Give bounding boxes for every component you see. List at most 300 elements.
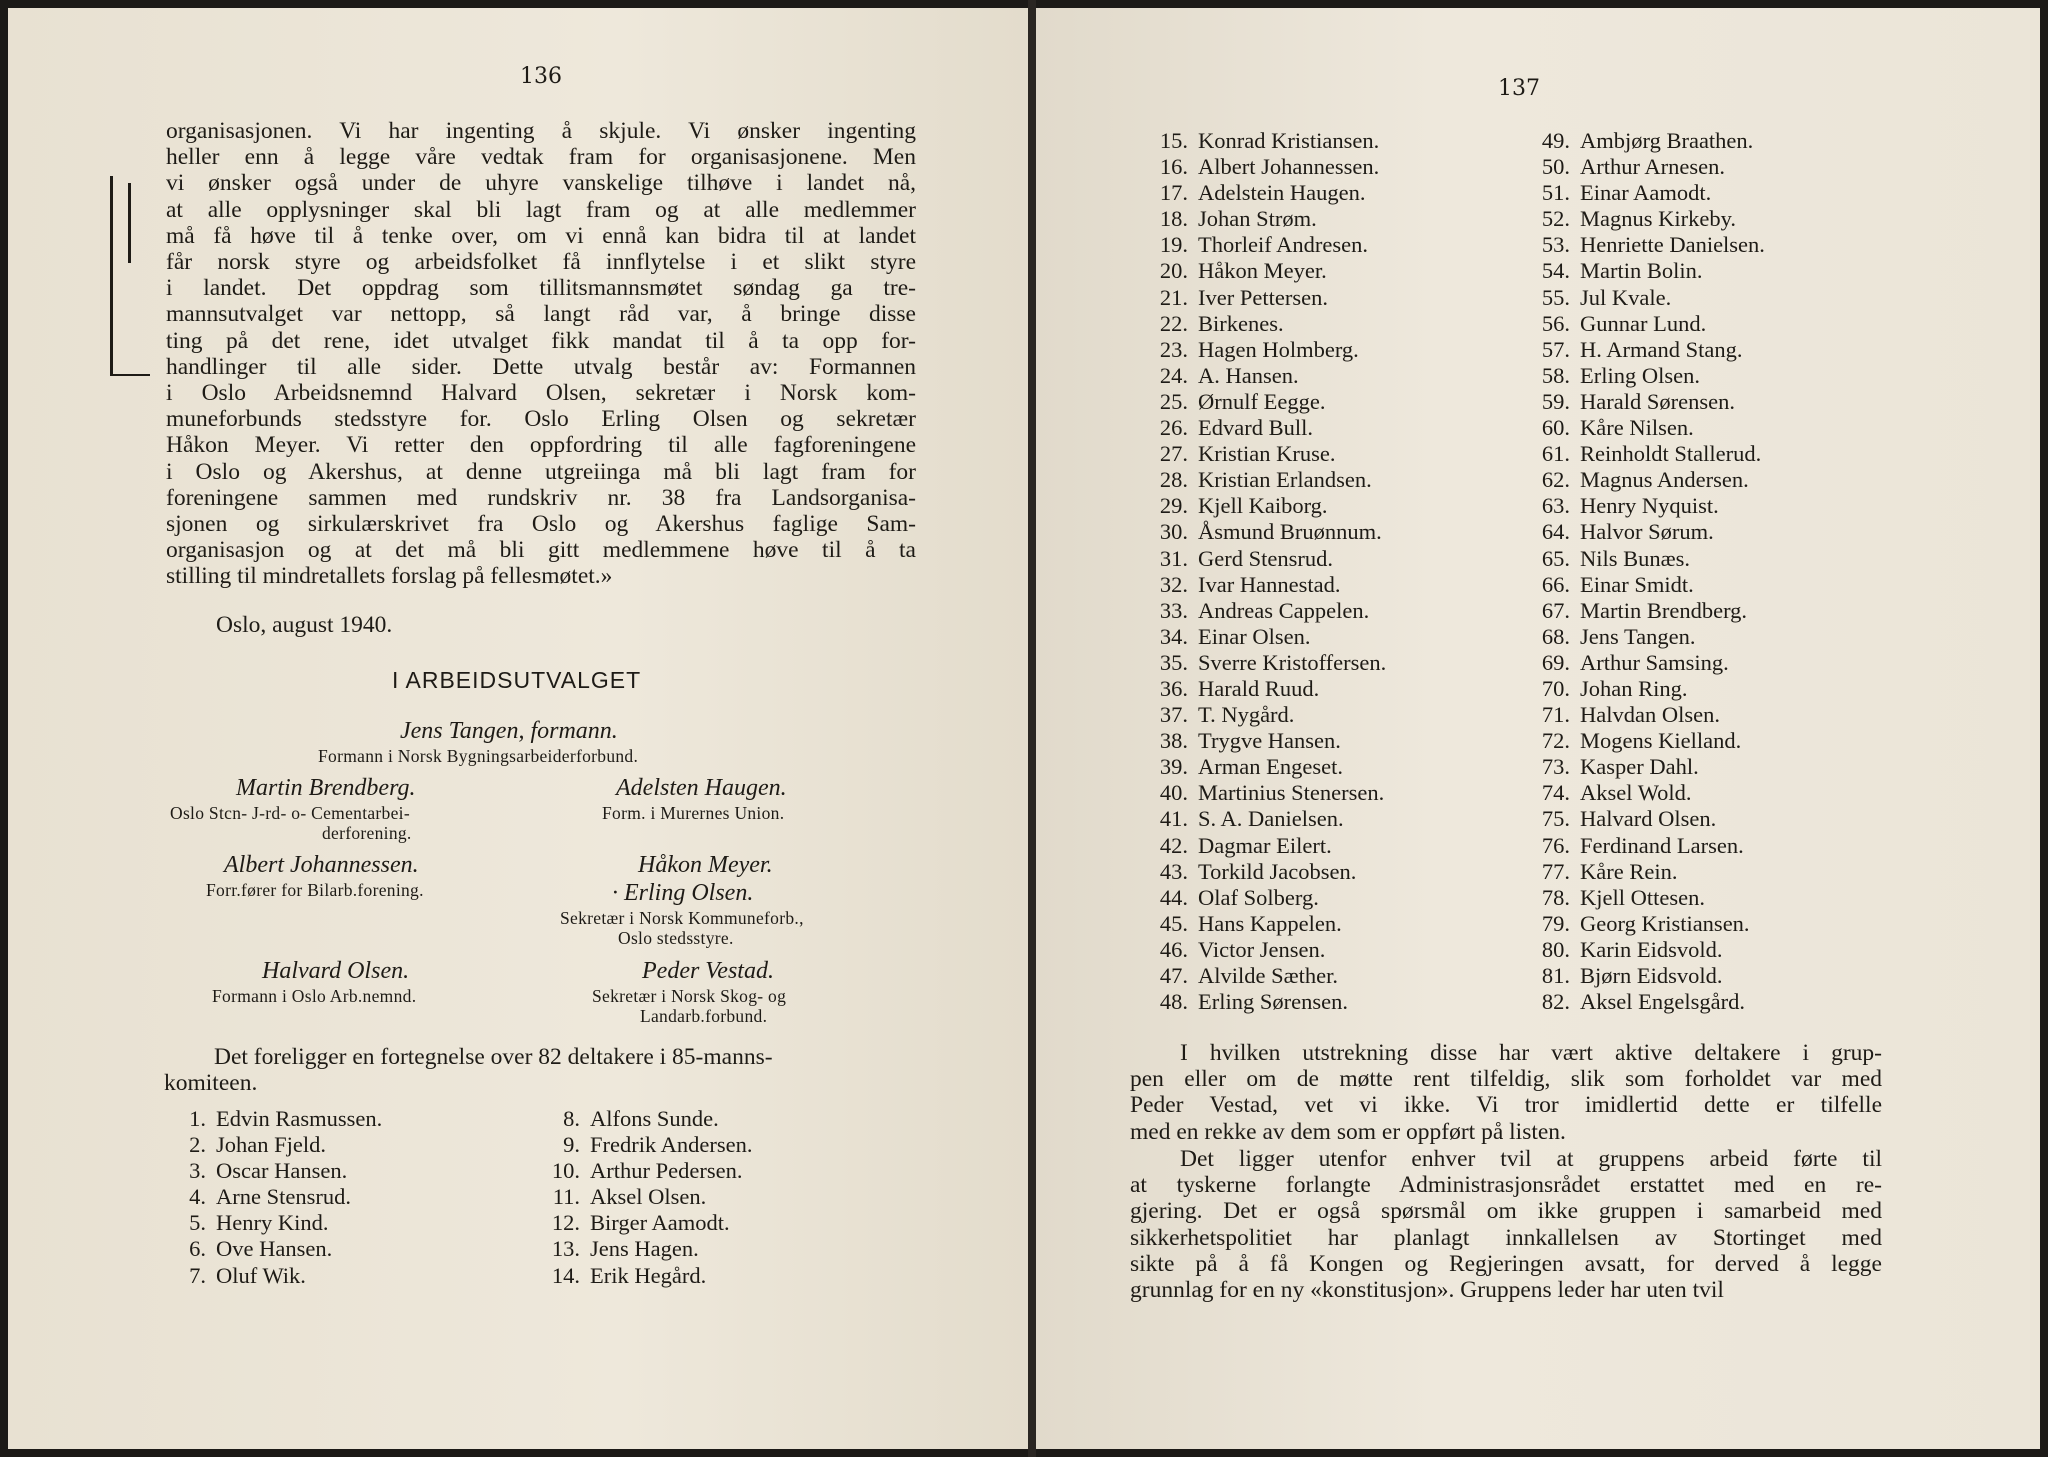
member-name: Birger Aamodt. bbox=[590, 1210, 730, 1236]
member-name: Kjell Kaiborg. bbox=[1198, 493, 1328, 519]
member-name: Martin Brendberg. bbox=[1580, 597, 1748, 623]
signatory-role: Oslo stedsstyre. bbox=[618, 928, 734, 948]
list-item bbox=[1520, 389, 1765, 415]
member-number: 20. bbox=[1159, 258, 1188, 284]
list-item bbox=[162, 1236, 382, 1262]
list-item bbox=[1138, 989, 1386, 1015]
text-line: gjering. Det er også spørsmål om ikke gruppen i samarbeid med bbox=[1130, 1198, 1882, 1225]
member-number: 69. bbox=[1541, 649, 1570, 675]
member-number: 24. bbox=[1159, 362, 1188, 388]
member-name: Hans Kappelen. bbox=[1198, 910, 1342, 936]
member-number: 25. bbox=[1159, 388, 1188, 414]
member-number: 28. bbox=[1159, 467, 1188, 493]
list-item bbox=[1520, 754, 1765, 780]
list-item bbox=[1138, 415, 1386, 441]
member-name: Alfons Sunde. bbox=[590, 1106, 719, 1131]
list-item bbox=[1138, 598, 1386, 624]
member-name: Kristian Erlandsen. bbox=[1198, 467, 1372, 493]
list-item bbox=[1520, 128, 1765, 154]
member-name: Kåre Nilsen. bbox=[1580, 415, 1694, 441]
member-name: Reinholdt Stallerud. bbox=[1580, 441, 1762, 467]
list-item bbox=[1138, 441, 1386, 467]
member-name: Erik Hegård. bbox=[590, 1262, 707, 1288]
list-item bbox=[536, 1184, 752, 1210]
member-name: Kristian Kruse. bbox=[1198, 441, 1336, 467]
text-line: i Oslo og Akershus, at denne utgreiinga må bli lagt fram for bbox=[166, 458, 916, 485]
member-name: Harald Ruud. bbox=[1198, 675, 1320, 701]
list-item bbox=[162, 1210, 382, 1236]
member-list-column bbox=[1520, 128, 1765, 1015]
member-number: 51. bbox=[1541, 180, 1570, 206]
text-line: handlinger til alle sider. Dette utvalg består av: Formannen bbox=[166, 353, 916, 380]
member-name: Jul Kvale. bbox=[1580, 284, 1672, 310]
list-item bbox=[536, 1236, 752, 1262]
member-name: Aksel Olsen. bbox=[590, 1184, 707, 1210]
member-number: 76. bbox=[1541, 832, 1570, 858]
member-name: Arthur Samsing. bbox=[1580, 649, 1729, 675]
member-name: Einar Aamodt. bbox=[1580, 180, 1712, 206]
member-name: Ove Hansen. bbox=[216, 1236, 333, 1262]
list-item bbox=[1138, 546, 1386, 572]
member-number: 2. bbox=[189, 1132, 206, 1158]
text-line: at alle opplysninger skal bli lagt fram og at alle medlemmer bbox=[166, 196, 916, 223]
list-item bbox=[1138, 963, 1386, 989]
member-number: 81. bbox=[1541, 963, 1570, 988]
member-number: 75. bbox=[1541, 806, 1570, 832]
list-item bbox=[1520, 363, 1765, 389]
member-name: Arman Engeset. bbox=[1198, 754, 1343, 780]
signatory-name: Jens Tangen, formann. bbox=[400, 718, 618, 744]
list-item bbox=[1520, 859, 1765, 885]
member-number: 23. bbox=[1159, 336, 1188, 362]
text-line: får norsk styre og arbeidsfolket få innflytelse i et slikt styre bbox=[166, 249, 916, 276]
member-number: 82. bbox=[1541, 989, 1570, 1015]
list-item bbox=[1520, 258, 1765, 284]
list-item bbox=[1138, 780, 1386, 806]
member-number: 59. bbox=[1541, 388, 1570, 414]
list-item bbox=[162, 1106, 382, 1132]
member-number: 13. bbox=[551, 1236, 580, 1262]
member-number: 63. bbox=[1541, 493, 1570, 519]
member-number: 21. bbox=[1159, 284, 1188, 310]
right-paragraph-1 bbox=[1130, 1040, 1882, 1145]
page-number-left: 136 bbox=[520, 64, 562, 89]
member-number: 50. bbox=[1541, 154, 1570, 180]
member-number: 41. bbox=[1159, 806, 1188, 832]
list-item bbox=[1138, 624, 1386, 650]
book-gutter bbox=[1028, 0, 1036, 1457]
text-line: ting på det rene, idet utvalget fikk mandat til å ta opp for- bbox=[166, 327, 916, 354]
list-item bbox=[162, 1132, 382, 1158]
member-number: 60. bbox=[1541, 415, 1570, 441]
member-name: Erling Sørensen. bbox=[1198, 989, 1348, 1015]
list-item bbox=[1520, 911, 1765, 937]
text-line: sikkerhetspolitiet har planlagt innkallelsen av Stortinget med bbox=[1130, 1224, 1882, 1251]
member-number: 73. bbox=[1541, 754, 1570, 780]
member-name: Kasper Dahl. bbox=[1580, 754, 1699, 780]
place-date: Oslo, august 1940. bbox=[216, 612, 393, 638]
member-number: 30. bbox=[1159, 519, 1188, 545]
list-item bbox=[536, 1106, 752, 1132]
list-item bbox=[1138, 154, 1386, 180]
member-name: H. Armand Stang. bbox=[1580, 336, 1743, 362]
list-item bbox=[1138, 285, 1386, 311]
member-name: Konrad Kristiansen. bbox=[1198, 128, 1380, 153]
member-name: Thorleif Andresen. bbox=[1198, 232, 1368, 258]
member-number: 15. bbox=[1159, 128, 1188, 153]
member-name: Magnus Andersen. bbox=[1580, 467, 1749, 493]
member-number: 40. bbox=[1159, 780, 1188, 806]
member-number: 67. bbox=[1541, 597, 1570, 623]
list-item bbox=[1138, 519, 1386, 545]
member-name: Halvor Sørum. bbox=[1580, 519, 1714, 545]
member-number: 65. bbox=[1541, 545, 1570, 571]
signatory-name: Albert Johannessen. bbox=[224, 852, 419, 878]
member-number: 72. bbox=[1541, 728, 1570, 754]
member-name: Magnus Kirkeby. bbox=[1580, 206, 1737, 232]
member-number: 22. bbox=[1159, 310, 1188, 336]
member-name: Albert Johannessen. bbox=[1198, 154, 1380, 180]
list-item bbox=[536, 1263, 752, 1289]
list-item bbox=[1520, 519, 1765, 545]
member-number: 45. bbox=[1159, 910, 1188, 936]
list-item bbox=[1138, 806, 1386, 832]
list-item bbox=[1520, 285, 1765, 311]
member-number: 42. bbox=[1159, 832, 1188, 858]
right-paragraph-2 bbox=[1130, 1146, 1882, 1303]
list-item bbox=[1138, 676, 1386, 702]
member-number: 36. bbox=[1159, 675, 1188, 701]
member-name: Åsmund Bruønnum. bbox=[1198, 519, 1382, 545]
text-line: muneforbunds stedsstyre for. Oslo Erling Olsen og sekretær bbox=[166, 406, 916, 433]
list-item bbox=[1138, 467, 1386, 493]
member-name: Ørnulf Eegge. bbox=[1198, 388, 1326, 414]
text-line: Håkon Meyer. Vi retter den oppfordring til alle fagforeningene bbox=[166, 432, 916, 459]
list-item bbox=[1520, 989, 1765, 1015]
member-name: Trygve Hansen. bbox=[1198, 728, 1341, 754]
member-name: Johan Fjeld. bbox=[216, 1132, 326, 1158]
list-item bbox=[1138, 389, 1386, 415]
member-name: Iver Pettersen. bbox=[1198, 284, 1328, 310]
text-line: grunnlag for en ny «konstitusjon». Gruppens leder har uten tvil bbox=[1130, 1277, 1724, 1304]
list-item bbox=[1520, 885, 1765, 911]
list-item bbox=[536, 1132, 752, 1158]
committee-heading: I ARBEIDSUTVALGET bbox=[392, 667, 642, 693]
member-number: 52. bbox=[1541, 206, 1570, 232]
list-item bbox=[1138, 702, 1386, 728]
member-name: Mogens Kielland. bbox=[1580, 728, 1742, 754]
list-item bbox=[1520, 467, 1765, 493]
signatory-role: Sekretær i Norsk Kommuneforb., bbox=[560, 908, 804, 928]
signatory-role: derforening. bbox=[322, 823, 412, 843]
signatory-role: Sekretær i Norsk Skog- og bbox=[592, 986, 787, 1006]
text-line: i landet. Det oppdrag som tillitsmannsmøtet søndag ga tre- bbox=[166, 275, 916, 302]
signatory-role: Landarb.forbund. bbox=[640, 1006, 768, 1026]
member-number: 29. bbox=[1159, 493, 1188, 519]
list-item bbox=[1520, 702, 1765, 728]
member-name: Oluf Wik. bbox=[216, 1262, 306, 1288]
member-number: 27. bbox=[1159, 441, 1188, 467]
member-name: Ambjørg Braathen. bbox=[1580, 128, 1754, 153]
member-name: Håkon Meyer. bbox=[1198, 258, 1327, 284]
member-name: Alvilde Sæther. bbox=[1198, 963, 1338, 988]
member-name: Aksel Engelsgård. bbox=[1580, 989, 1745, 1015]
list-item bbox=[536, 1158, 752, 1184]
list-item bbox=[1520, 441, 1765, 467]
member-number: 35. bbox=[1159, 649, 1188, 675]
member-name: Henriette Danielsen. bbox=[1580, 232, 1765, 258]
member-name: Georg Kristiansen. bbox=[1580, 910, 1750, 936]
member-name: Henry Kind. bbox=[216, 1210, 329, 1236]
list-item bbox=[1520, 415, 1765, 441]
member-name: Kåre Rein. bbox=[1580, 858, 1678, 884]
signatory-name: Adelsten Haugen. bbox=[616, 775, 787, 801]
text-line: sikte på å få Kongen og Regjeringen avsatt, for derved å legge bbox=[1130, 1250, 1882, 1277]
text-line: at tyskerne forlangte Administrasjonsrådet erstattet med en re- bbox=[1130, 1172, 1882, 1199]
list-item bbox=[536, 1210, 752, 1236]
member-name: Jens Hagen. bbox=[590, 1236, 699, 1262]
list-item bbox=[1520, 937, 1765, 963]
member-number: 4. bbox=[189, 1184, 206, 1210]
member-number: 37. bbox=[1159, 702, 1188, 728]
member-number: 61. bbox=[1541, 441, 1570, 467]
member-list-column bbox=[1138, 128, 1386, 1015]
member-name: Henry Nyquist. bbox=[1580, 493, 1719, 519]
member-number: 18. bbox=[1159, 206, 1188, 232]
member-name: Edvard Bull. bbox=[1198, 415, 1313, 441]
member-number: 3. bbox=[189, 1158, 206, 1184]
member-name: Edvin Rasmussen. bbox=[216, 1106, 383, 1131]
member-name: Gunnar Lund. bbox=[1580, 310, 1707, 336]
list-item bbox=[1138, 363, 1386, 389]
member-number: 6. bbox=[189, 1236, 206, 1262]
signatory-role: Formann i Oslo Arb.nemnd. bbox=[212, 986, 417, 1006]
member-name: Halvard Olsen. bbox=[1580, 806, 1717, 832]
member-number: 55. bbox=[1541, 284, 1570, 310]
member-name: Martin Bolin. bbox=[1580, 258, 1703, 284]
margin-tick-mark bbox=[128, 183, 131, 263]
member-name: Sverre Kristoffersen. bbox=[1198, 649, 1387, 675]
member-name: Arthur Arnesen. bbox=[1580, 154, 1725, 180]
member-name: Arthur Pedersen. bbox=[590, 1158, 743, 1184]
member-number: 43. bbox=[1159, 858, 1188, 884]
member-name: Jens Tangen. bbox=[1580, 623, 1696, 649]
list-item bbox=[1520, 493, 1765, 519]
list-item bbox=[1520, 572, 1765, 598]
list-item bbox=[1520, 650, 1765, 676]
list-item bbox=[1520, 833, 1765, 859]
list-item bbox=[1138, 650, 1386, 676]
member-name: Dagmar Eilert. bbox=[1198, 832, 1332, 858]
member-number: 79. bbox=[1541, 910, 1570, 936]
list-item bbox=[1520, 311, 1765, 337]
member-name: Olaf Solberg. bbox=[1198, 884, 1319, 910]
member-name: Hagen Holmberg. bbox=[1198, 336, 1359, 362]
member-number: 9. bbox=[563, 1132, 580, 1158]
text-line: Det ligger utenfor enhver tvil at gruppens arbeid førte til bbox=[1180, 1146, 1882, 1172]
member-number: 64. bbox=[1541, 519, 1570, 545]
text-line: mannsutvalget var nettopp, så langt råd var, å bringe disse bbox=[166, 301, 916, 328]
member-name: Bjørn Eidsvold. bbox=[1580, 963, 1723, 988]
member-number: 38. bbox=[1159, 728, 1188, 754]
member-name: Torkild Jacobsen. bbox=[1198, 858, 1357, 884]
member-number: 53. bbox=[1541, 232, 1570, 258]
list-item bbox=[1138, 833, 1386, 859]
list-item bbox=[1138, 754, 1386, 780]
member-number: 7. bbox=[189, 1262, 206, 1288]
list-item bbox=[162, 1184, 382, 1210]
text-line: stilling til mindretallets forslag på fellesmøtet.» bbox=[166, 563, 613, 590]
member-number: 62. bbox=[1541, 467, 1570, 493]
member-name: Aksel Wold. bbox=[1580, 780, 1692, 806]
member-number: 8. bbox=[563, 1106, 580, 1131]
member-number: 80. bbox=[1541, 936, 1570, 962]
member-number: 77. bbox=[1541, 858, 1570, 884]
member-name: S. A. Danielsen. bbox=[1198, 806, 1344, 832]
list-intro: komiteen. bbox=[164, 1070, 258, 1096]
member-name: Adelstein Haugen. bbox=[1198, 180, 1366, 206]
list-item bbox=[1138, 128, 1386, 154]
text-line: organisasjon og at det må bli gitt medlemmene høve til å ta bbox=[166, 537, 916, 564]
list-item bbox=[1138, 180, 1386, 206]
signatory-role: Forr.fører for Bilarb.forening. bbox=[206, 880, 424, 900]
member-name: Arne Stensrud. bbox=[216, 1184, 351, 1210]
list-item bbox=[1520, 780, 1765, 806]
member-number: 68. bbox=[1541, 623, 1570, 649]
member-number: 74. bbox=[1541, 780, 1570, 806]
member-number: 17. bbox=[1159, 180, 1188, 206]
member-number: 70. bbox=[1541, 675, 1570, 701]
member-number: 10. bbox=[551, 1158, 580, 1184]
member-number: 19. bbox=[1159, 232, 1188, 258]
member-name: Martinius Stenersen. bbox=[1198, 780, 1385, 806]
list-item bbox=[1520, 963, 1765, 989]
text-line: pen eller om de møtte rent tilfeldig, slik som forholdet var med bbox=[1130, 1066, 1882, 1093]
list-item bbox=[1520, 806, 1765, 832]
member-name: Erling Olsen. bbox=[1580, 362, 1700, 388]
signatory-name: Martin Brendberg. bbox=[236, 775, 416, 801]
text-line: I hvilken utstrekning disse har vært aktive deltakere i grup- bbox=[1180, 1040, 1882, 1066]
list-item bbox=[1138, 206, 1386, 232]
list-item bbox=[1520, 728, 1765, 754]
member-number: 48. bbox=[1159, 989, 1188, 1015]
list-item bbox=[1138, 572, 1386, 598]
text-line: med en rekke av dem som er oppført på listen. bbox=[1130, 1118, 1566, 1145]
member-number: 46. bbox=[1159, 936, 1188, 962]
list-item bbox=[1138, 859, 1386, 885]
member-name: Karin Eidsvold. bbox=[1580, 936, 1723, 962]
list-intro: Det foreligger en fortegnelse over 82 deltakere i 85-manns- bbox=[214, 1044, 773, 1070]
signatory-role: Oslo Stcn- J-rd- o- Cementarbei- bbox=[170, 803, 410, 823]
member-name: Nils Bunæs. bbox=[1580, 545, 1691, 571]
member-name: Ivar Hannestad. bbox=[1198, 571, 1341, 597]
member-number: 57. bbox=[1541, 336, 1570, 362]
list-item bbox=[1138, 885, 1386, 911]
member-number: 33. bbox=[1159, 597, 1188, 623]
member-name: Birkenes. bbox=[1198, 310, 1284, 336]
member-number: 26. bbox=[1159, 415, 1188, 441]
list-item bbox=[1520, 676, 1765, 702]
signatory-name: · Erling Olsen. bbox=[612, 880, 754, 906]
list-item bbox=[1138, 728, 1386, 754]
member-name: Victor Jensen. bbox=[1198, 936, 1326, 962]
text-line: vi ønsker også under de uhyre vanskelige tilhøve i landet nå, bbox=[166, 170, 916, 197]
member-number: 16. bbox=[1159, 154, 1188, 180]
text-line: organisasjonen. Vi har ingenting å skjule. Vi ønsker ingenting bbox=[166, 118, 916, 144]
member-number: 1. bbox=[189, 1106, 206, 1131]
list-item bbox=[1520, 598, 1765, 624]
list-item bbox=[1520, 337, 1765, 363]
list-item bbox=[1138, 258, 1386, 284]
member-number: 31. bbox=[1159, 545, 1188, 571]
member-name: Johan Strøm. bbox=[1198, 206, 1317, 232]
member-name: Harald Sørensen. bbox=[1580, 388, 1735, 414]
list-item bbox=[1520, 232, 1765, 258]
text-line: heller enn å legge våre vedtak fram for organisasjonene. Men bbox=[166, 144, 916, 171]
member-number: 58. bbox=[1541, 362, 1570, 388]
member-number: 44. bbox=[1159, 884, 1188, 910]
list-item bbox=[1138, 337, 1386, 363]
member-number: 32. bbox=[1159, 571, 1188, 597]
member-name: Halvdan Olsen. bbox=[1580, 702, 1720, 728]
member-list-column bbox=[162, 1106, 382, 1289]
list-item bbox=[1138, 232, 1386, 258]
member-number: 47. bbox=[1159, 963, 1188, 988]
text-line: foreningene sammen med rundskriv nr. 38 fra Landsorganisa- bbox=[166, 484, 916, 511]
member-number: 54. bbox=[1541, 258, 1570, 284]
member-number: 49. bbox=[1541, 128, 1570, 153]
list-item bbox=[1520, 206, 1765, 232]
member-name: Andreas Cappelen. bbox=[1198, 597, 1370, 623]
list-item bbox=[1138, 493, 1386, 519]
member-number: 14. bbox=[551, 1262, 580, 1288]
member-name: A. Hansen. bbox=[1198, 362, 1299, 388]
text-line: sjonen og sirkulærskrivet fra Oslo og Akershus faglige Sam- bbox=[166, 511, 916, 538]
signatory-name: Halvard Olsen. bbox=[262, 958, 410, 984]
list-item bbox=[1520, 154, 1765, 180]
member-list-column bbox=[536, 1106, 752, 1289]
list-item bbox=[1138, 937, 1386, 963]
list-item bbox=[1520, 624, 1765, 650]
member-name: Johan Ring. bbox=[1580, 675, 1688, 701]
member-name: Ferdinand Larsen. bbox=[1580, 832, 1744, 858]
left-paragraph bbox=[166, 118, 916, 590]
text-line: i Oslo Arbeidsnemnd Halvard Olsen, sekretær i Norsk kom- bbox=[166, 380, 916, 407]
list-item bbox=[1520, 546, 1765, 572]
member-number: 71. bbox=[1541, 702, 1570, 728]
list-item bbox=[1138, 911, 1386, 937]
member-number: 78. bbox=[1541, 884, 1570, 910]
list-item bbox=[1138, 311, 1386, 337]
member-name: Gerd Stensrud. bbox=[1198, 545, 1333, 571]
member-number: 66. bbox=[1541, 571, 1570, 597]
member-name: Einar Olsen. bbox=[1198, 623, 1311, 649]
member-number: 11. bbox=[552, 1184, 580, 1210]
member-number: 5. bbox=[189, 1210, 206, 1236]
member-name: Oscar Hansen. bbox=[216, 1158, 348, 1184]
signatory-name: Peder Vestad. bbox=[642, 958, 774, 984]
member-number: 56. bbox=[1541, 310, 1570, 336]
text-line: Peder Vestad, vet vi ikke. Vi tror imidlertid dette er tilfelle bbox=[1130, 1092, 1882, 1119]
signatory-role: Formann i Norsk Bygningsarbeiderforbund. bbox=[318, 746, 639, 766]
list-item bbox=[1520, 180, 1765, 206]
page-number-right: 137 bbox=[1498, 76, 1540, 101]
member-number: 12. bbox=[551, 1210, 580, 1236]
member-name: Kjell Ottesen. bbox=[1580, 884, 1705, 910]
member-number: 39. bbox=[1159, 754, 1188, 780]
member-name: Fredrik Andersen. bbox=[590, 1132, 753, 1158]
member-number: 34. bbox=[1159, 623, 1188, 649]
